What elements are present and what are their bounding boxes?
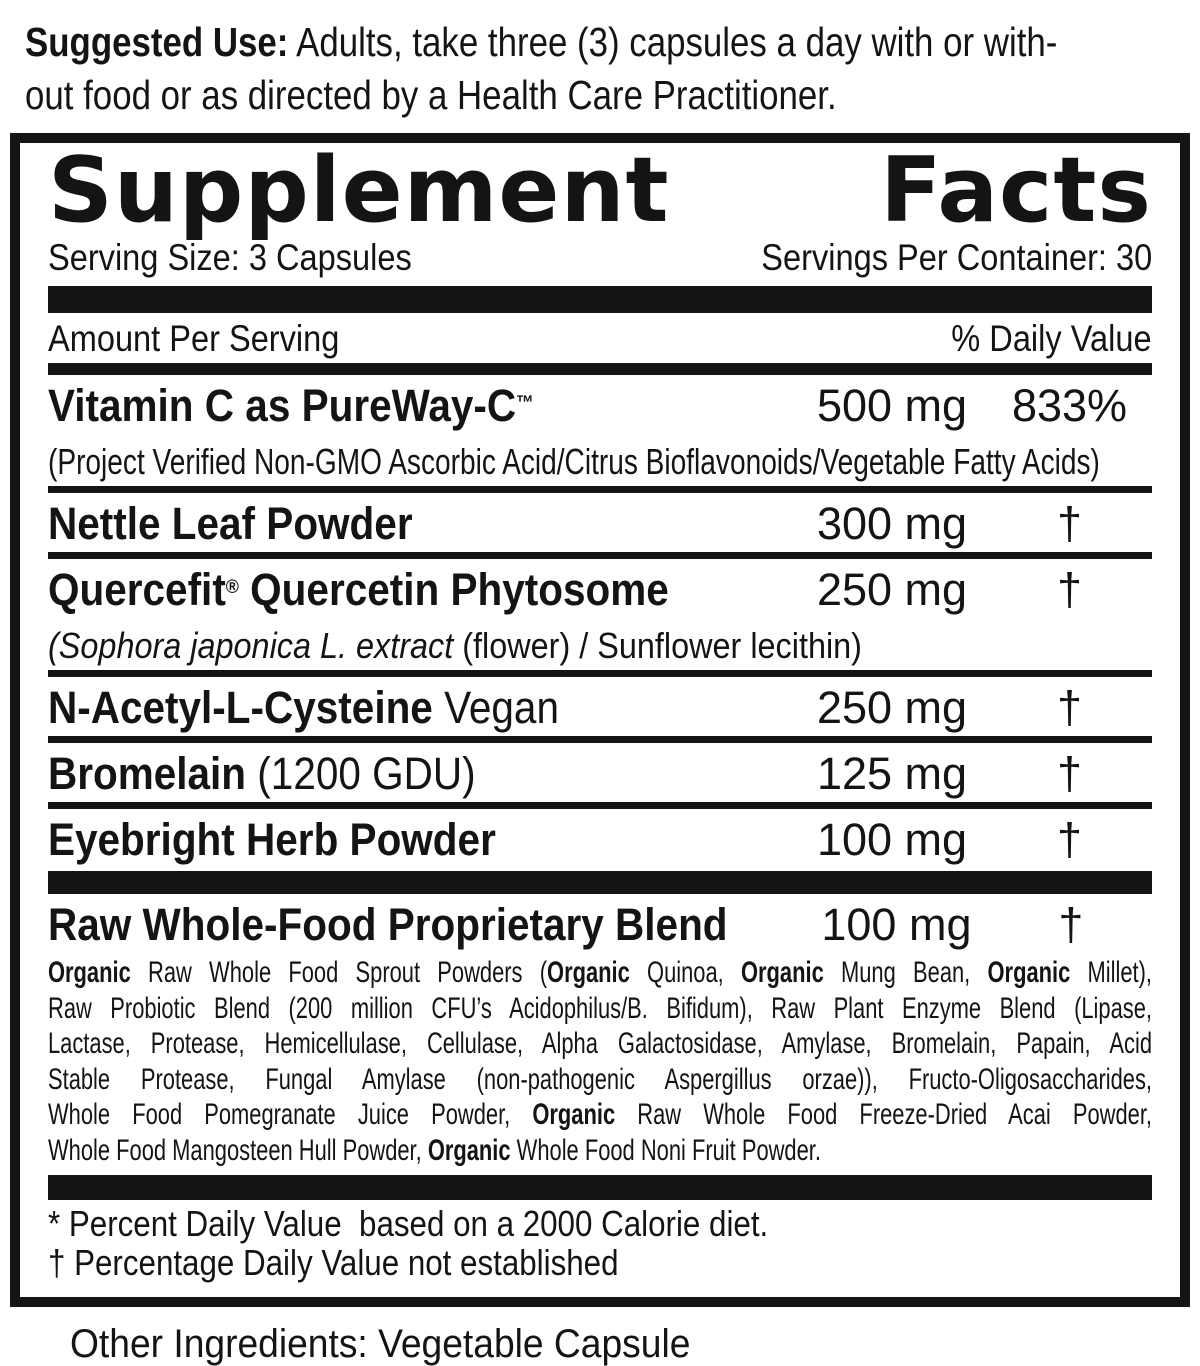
suggested-use-line1 <box>25 16 1200 69</box>
row-separator <box>48 802 1152 809</box>
supplement-facts-panel <box>10 133 1190 1307</box>
footnotes <box>48 1204 1152 1289</box>
ingredient-row-eyebright <box>48 809 1152 868</box>
ingredient-amount: 100 mg <box>816 814 968 865</box>
proprietary-blend-description <box>48 953 1152 1170</box>
trademark-symbol: ™ <box>516 391 534 414</box>
registered-symbol: ® <box>225 575 239 598</box>
divider-bar-thick <box>48 1175 1152 1200</box>
ingredient-row-nettle-leaf <box>48 493 1152 552</box>
divider-bar-medium <box>48 363 1152 375</box>
row-separator <box>48 736 1152 743</box>
ingredient-daily-value: † <box>1056 748 1083 799</box>
ingredient-daily-value: † <box>1056 814 1083 865</box>
ingredient-row-main <box>48 375 1152 441</box>
footnote-daily-value-not-established: † Percentage Daily Value not established <box>48 1242 619 1283</box>
ingredient-name: N-Acetyl-L-Cysteine Vegan <box>48 682 559 733</box>
ingredient-name: Eyebright Herb Powder <box>48 814 496 865</box>
servings-per-container: Servings Per Container: 30 <box>761 237 1152 278</box>
divider-bar-thick <box>48 286 1152 313</box>
blend-line: Organic Raw Whole Food Sprout Powders (Organic Quinoa, Organic Mung Bean, Organic Millet), <box>48 956 1152 989</box>
ingredient-daily-value: † <box>1056 564 1083 615</box>
panel-title <box>48 138 1152 243</box>
column-header-row <box>48 313 1152 363</box>
panel-title-word1: Supplement <box>48 138 670 243</box>
ingredient-row-bromelain <box>48 743 1152 802</box>
ingredient-name: Vitamin C as PureWay-C™ <box>48 380 534 431</box>
ingredient-name: Quercefit® Quercetin Phytosome <box>48 564 669 615</box>
divider-bar-thick <box>48 871 1152 894</box>
row-separator <box>48 486 1152 493</box>
row-separator <box>48 670 1152 677</box>
ingredient-row-vitamin-c <box>48 375 1152 486</box>
amount-per-serving-header: Amount Per Serving <box>48 318 340 359</box>
footnote-percent-daily-value: * Percent Daily Value based on a 2000 Calorie diet. <box>48 1203 769 1244</box>
blend-line: Whole Food Mangosteen Hull Powder, Organic Whole Food Noni Fruit Powder. <box>48 1133 821 1167</box>
ingredient-subtext: (Project Verified Non-GMO Ascorbic Acid/Citrus Bioflavonoids/Vegetable Fatty Acids) <box>48 441 1100 482</box>
suggested-use-text <box>25 16 1200 122</box>
ingredient-name: Nettle Leaf Powder <box>48 498 413 549</box>
daily-value-header: % Daily Value <box>951 318 1152 359</box>
suggested-use-label: Suggested Use: <box>25 19 289 65</box>
ingredient-daily-value: † <box>1056 498 1083 549</box>
ingredient-daily-value: † <box>1058 899 1084 950</box>
ingredient-row-nac <box>48 677 1152 736</box>
ingredient-name: Bromelain (1200 GDU) <box>48 748 476 799</box>
blend-line: Stable Protease, Fungal Amylase (non-pathogenic Aspergillus orzae)), Fructo-Oligosaccharides, <box>48 1062 1152 1096</box>
ingredient-amount: 250 mg <box>816 682 968 733</box>
ingredient-row-quercefit <box>48 559 1152 670</box>
ingredient-row-main <box>48 559 1152 625</box>
suggested-use-line1-text: Adults, take three (3) capsules a day with or with- <box>288 19 1058 65</box>
row-separator <box>48 552 1152 559</box>
ingredient-amount: 250 mg <box>816 564 968 615</box>
ingredient-amount: 125 mg <box>816 748 968 799</box>
blend-line: Lactase, Protease, Hemicellulase, Cellulase, Alpha Galactosidase, Amylase, Bromelain, Papain, Acid <box>48 1027 1152 1060</box>
panel-title-word2: Facts <box>880 138 1152 243</box>
ingredient-amount: 500 mg <box>816 380 968 431</box>
ingredient-subtext: (Sophora japonica L. extract (flower) / Sunflower lecithin) <box>48 625 862 666</box>
ingredient-row-proprietary-blend <box>48 894 1152 953</box>
ingredient-daily-value: 833% <box>1011 380 1128 431</box>
other-ingredients: Other Ingredients: Vegetable Capsule <box>70 1322 691 1366</box>
ingredient-amount: 300 mg <box>816 498 968 549</box>
ingredient-name: Raw Whole-Food Proprietary Blend <box>48 899 728 950</box>
ingredient-amount: 100 mg <box>821 899 972 950</box>
blend-line: Whole Food Pomegranate Juice Powder, Organic Raw Whole Food Freeze-Dried Acai Powder, <box>48 1098 1152 1131</box>
blend-line: Raw Probiotic Blend (200 million CFU’s Acidophilus/B. Bifidum), Raw Plant Enzyme Blend (Lipase, <box>48 991 1152 1025</box>
serving-size: Serving Size: 3 Capsules <box>48 237 412 278</box>
serving-info-row <box>48 237 1152 279</box>
ingredient-daily-value: † <box>1056 682 1083 733</box>
suggested-use-line2: out food or as directed by a Health Care Practitioner. <box>25 72 837 118</box>
suggested-use <box>0 0 1200 122</box>
